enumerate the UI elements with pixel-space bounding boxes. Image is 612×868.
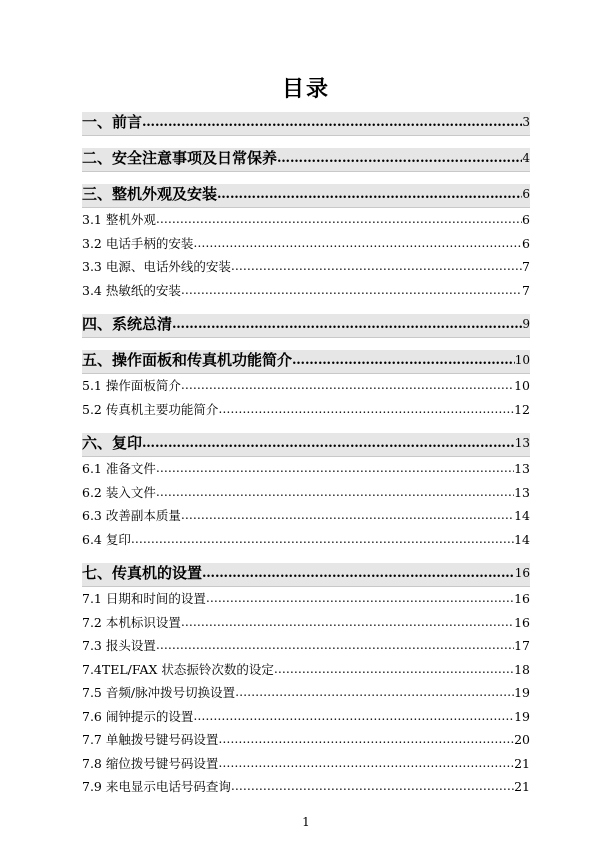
- toc-section-entry[interactable]: [82, 374, 530, 398]
- toc-entry-label: 七、传真机的设置: [82, 564, 203, 582]
- toc-leader-dots: [193, 705, 514, 729]
- toc-section-entry[interactable]: [82, 634, 530, 658]
- page-number: 1: [302, 815, 310, 829]
- toc-entry-page: 4: [522, 151, 530, 165]
- toc-leader-dots: [217, 182, 522, 207]
- toc-entry-label: 五、操作面板和传真机功能简介: [82, 351, 293, 369]
- toc-chapter-entry[interactable]: [82, 146, 530, 172]
- toc-section-entry[interactable]: [82, 481, 530, 505]
- toc-leader-dots: [156, 208, 522, 232]
- toc-entry-page: 16: [514, 614, 530, 630]
- toc-entry-page: 17: [514, 638, 530, 653]
- toc-entry-page: 21: [514, 779, 530, 794]
- toc-leader-dots: [156, 457, 514, 481]
- toc-leader-dots: [193, 232, 522, 256]
- toc-entry-page: 6: [522, 187, 530, 201]
- toc-entry-page: 13: [514, 461, 530, 476]
- toc-entry-label: 6.4 复印: [82, 531, 131, 547]
- toc-section-entry[interactable]: [82, 255, 530, 279]
- toc-leader-dots: [206, 587, 514, 611]
- toc-entry-page: 10: [514, 353, 530, 367]
- toc-section-entry[interactable]: [82, 208, 530, 232]
- toc-section-entry[interactable]: [82, 279, 530, 303]
- toc-chapter-entry[interactable]: [82, 348, 530, 374]
- toc-leader-dots: [156, 481, 514, 505]
- toc-entry-label: 6.1 准备文件: [82, 461, 156, 476]
- toc-entry-label: 三、整机外观及安装: [82, 185, 218, 203]
- toc-section-entry[interactable]: [82, 752, 530, 776]
- toc-section-entry[interactable]: [82, 528, 530, 552]
- toc-entry-page: 7: [522, 259, 530, 274]
- toc-entry-label: 3.2 电话手柄的安装: [82, 235, 194, 251]
- toc-entry-label: 7.7 单触拨号键号码设置: [82, 732, 219, 747]
- toc-chapter-entry[interactable]: [82, 110, 530, 136]
- toc-leader-dots: [274, 658, 514, 682]
- toc-entry-label: 7.4TEL/FAX 状态振铃次数的设定: [82, 661, 274, 677]
- toc-entry-label: 5.1 操作面板简介: [82, 378, 181, 393]
- toc-section-entry[interactable]: [82, 398, 530, 422]
- toc-entry-page: 16: [514, 591, 530, 606]
- toc-entry-label: 3.4 热敏纸的安装: [82, 282, 181, 298]
- toc-entry-label: 7.5 音频/脉冲拨号切换设置: [82, 685, 236, 700]
- toc-entry-label: 7.3 报头设置: [82, 638, 156, 653]
- toc-entry-label: 3.1 整机外观: [82, 212, 156, 227]
- toc-entry-label: 7.9 来电显示电话号码查询: [82, 779, 231, 794]
- toc-leader-dots: [218, 728, 514, 752]
- toc-section-entry[interactable]: [82, 232, 530, 256]
- toc-entry-label: 7.8 缩位拨号键号码设置: [82, 755, 219, 771]
- toc-entry-label: 一、前言: [82, 113, 143, 131]
- toc-entry-label: 7.6 闹钟提示的设置: [82, 708, 194, 724]
- toc-leader-dots: [277, 146, 522, 171]
- toc-section-entry[interactable]: [82, 775, 530, 799]
- toc-entry-page: 3: [522, 115, 530, 129]
- toc-entry-page: 7: [522, 282, 530, 298]
- toc-leader-dots: [231, 775, 514, 799]
- toc-section-entry[interactable]: [82, 705, 530, 729]
- toc-section-entry[interactable]: [82, 728, 530, 752]
- toc-entry-label: 6.3 改善副本质量: [82, 508, 181, 523]
- toc-entry-page: 12: [514, 401, 530, 417]
- toc-leader-dots: [181, 279, 522, 303]
- toc-entry-page: 20: [514, 732, 530, 747]
- toc-chapter-entry[interactable]: [82, 431, 530, 457]
- toc-leader-dots: [181, 374, 514, 398]
- toc-leader-dots: [218, 398, 514, 422]
- table-of-contents: [82, 110, 530, 799]
- toc-leader-dots: [142, 110, 522, 135]
- toc-chapter-entry[interactable]: [82, 182, 530, 208]
- toc-section-entry[interactable]: [82, 611, 530, 635]
- toc-chapter-entry[interactable]: [82, 561, 530, 587]
- toc-entry-label: 7.1 日期和时间的设置: [82, 591, 206, 606]
- toc-entry-page: 13: [514, 436, 530, 450]
- toc-leader-dots: [292, 348, 515, 373]
- toc-entry-label: 六、复印: [82, 434, 143, 452]
- toc-entry-label: 3.3 电源、电话外线的安装: [82, 259, 231, 274]
- toc-entry-page: 19: [514, 685, 530, 700]
- toc-section-entry[interactable]: [82, 658, 530, 682]
- toc-entry-page: 18: [514, 661, 530, 677]
- toc-leader-dots: [218, 752, 514, 776]
- toc-entry-label: 6.2 装入文件: [82, 484, 156, 500]
- toc-entry-page: 14: [514, 531, 530, 547]
- toc-leader-dots: [235, 681, 514, 705]
- toc-leader-dots: [181, 611, 514, 635]
- toc-entry-page: 16: [514, 566, 530, 580]
- toc-chapter-entry[interactable]: [82, 312, 530, 338]
- toc-section-entry[interactable]: [82, 587, 530, 611]
- toc-leader-dots: [181, 504, 514, 528]
- toc-entry-page: 14: [514, 508, 530, 523]
- toc-leader-dots: [156, 634, 514, 658]
- toc-section-entry[interactable]: [82, 681, 530, 705]
- toc-entry-label: 四、系统总清: [82, 315, 173, 333]
- toc-entry-label: 二、安全注意事项及日常保养: [82, 149, 278, 167]
- toc-leader-dots: [131, 528, 514, 552]
- toc-entry-page: 10: [514, 378, 530, 393]
- toc-leader-dots: [172, 312, 522, 337]
- toc-section-entry[interactable]: [82, 504, 530, 528]
- toc-entry-page: 19: [514, 708, 530, 724]
- toc-leader-dots: [142, 431, 515, 456]
- toc-entry-page: 6: [522, 235, 530, 251]
- toc-leader-dots: [231, 255, 522, 279]
- toc-entry-page: 6: [522, 212, 530, 227]
- toc-entry-page: 9: [522, 317, 530, 331]
- toc-title: 目录: [281, 76, 330, 102]
- toc-entry-page: 13: [514, 484, 530, 500]
- toc-leader-dots: [202, 561, 515, 586]
- toc-entry-label: 5.2 传真机主要功能简介: [82, 401, 219, 417]
- toc-entry-label: 7.2 本机标识设置: [82, 614, 181, 630]
- toc-entry-page: 21: [514, 755, 530, 771]
- toc-section-entry[interactable]: [82, 457, 530, 481]
